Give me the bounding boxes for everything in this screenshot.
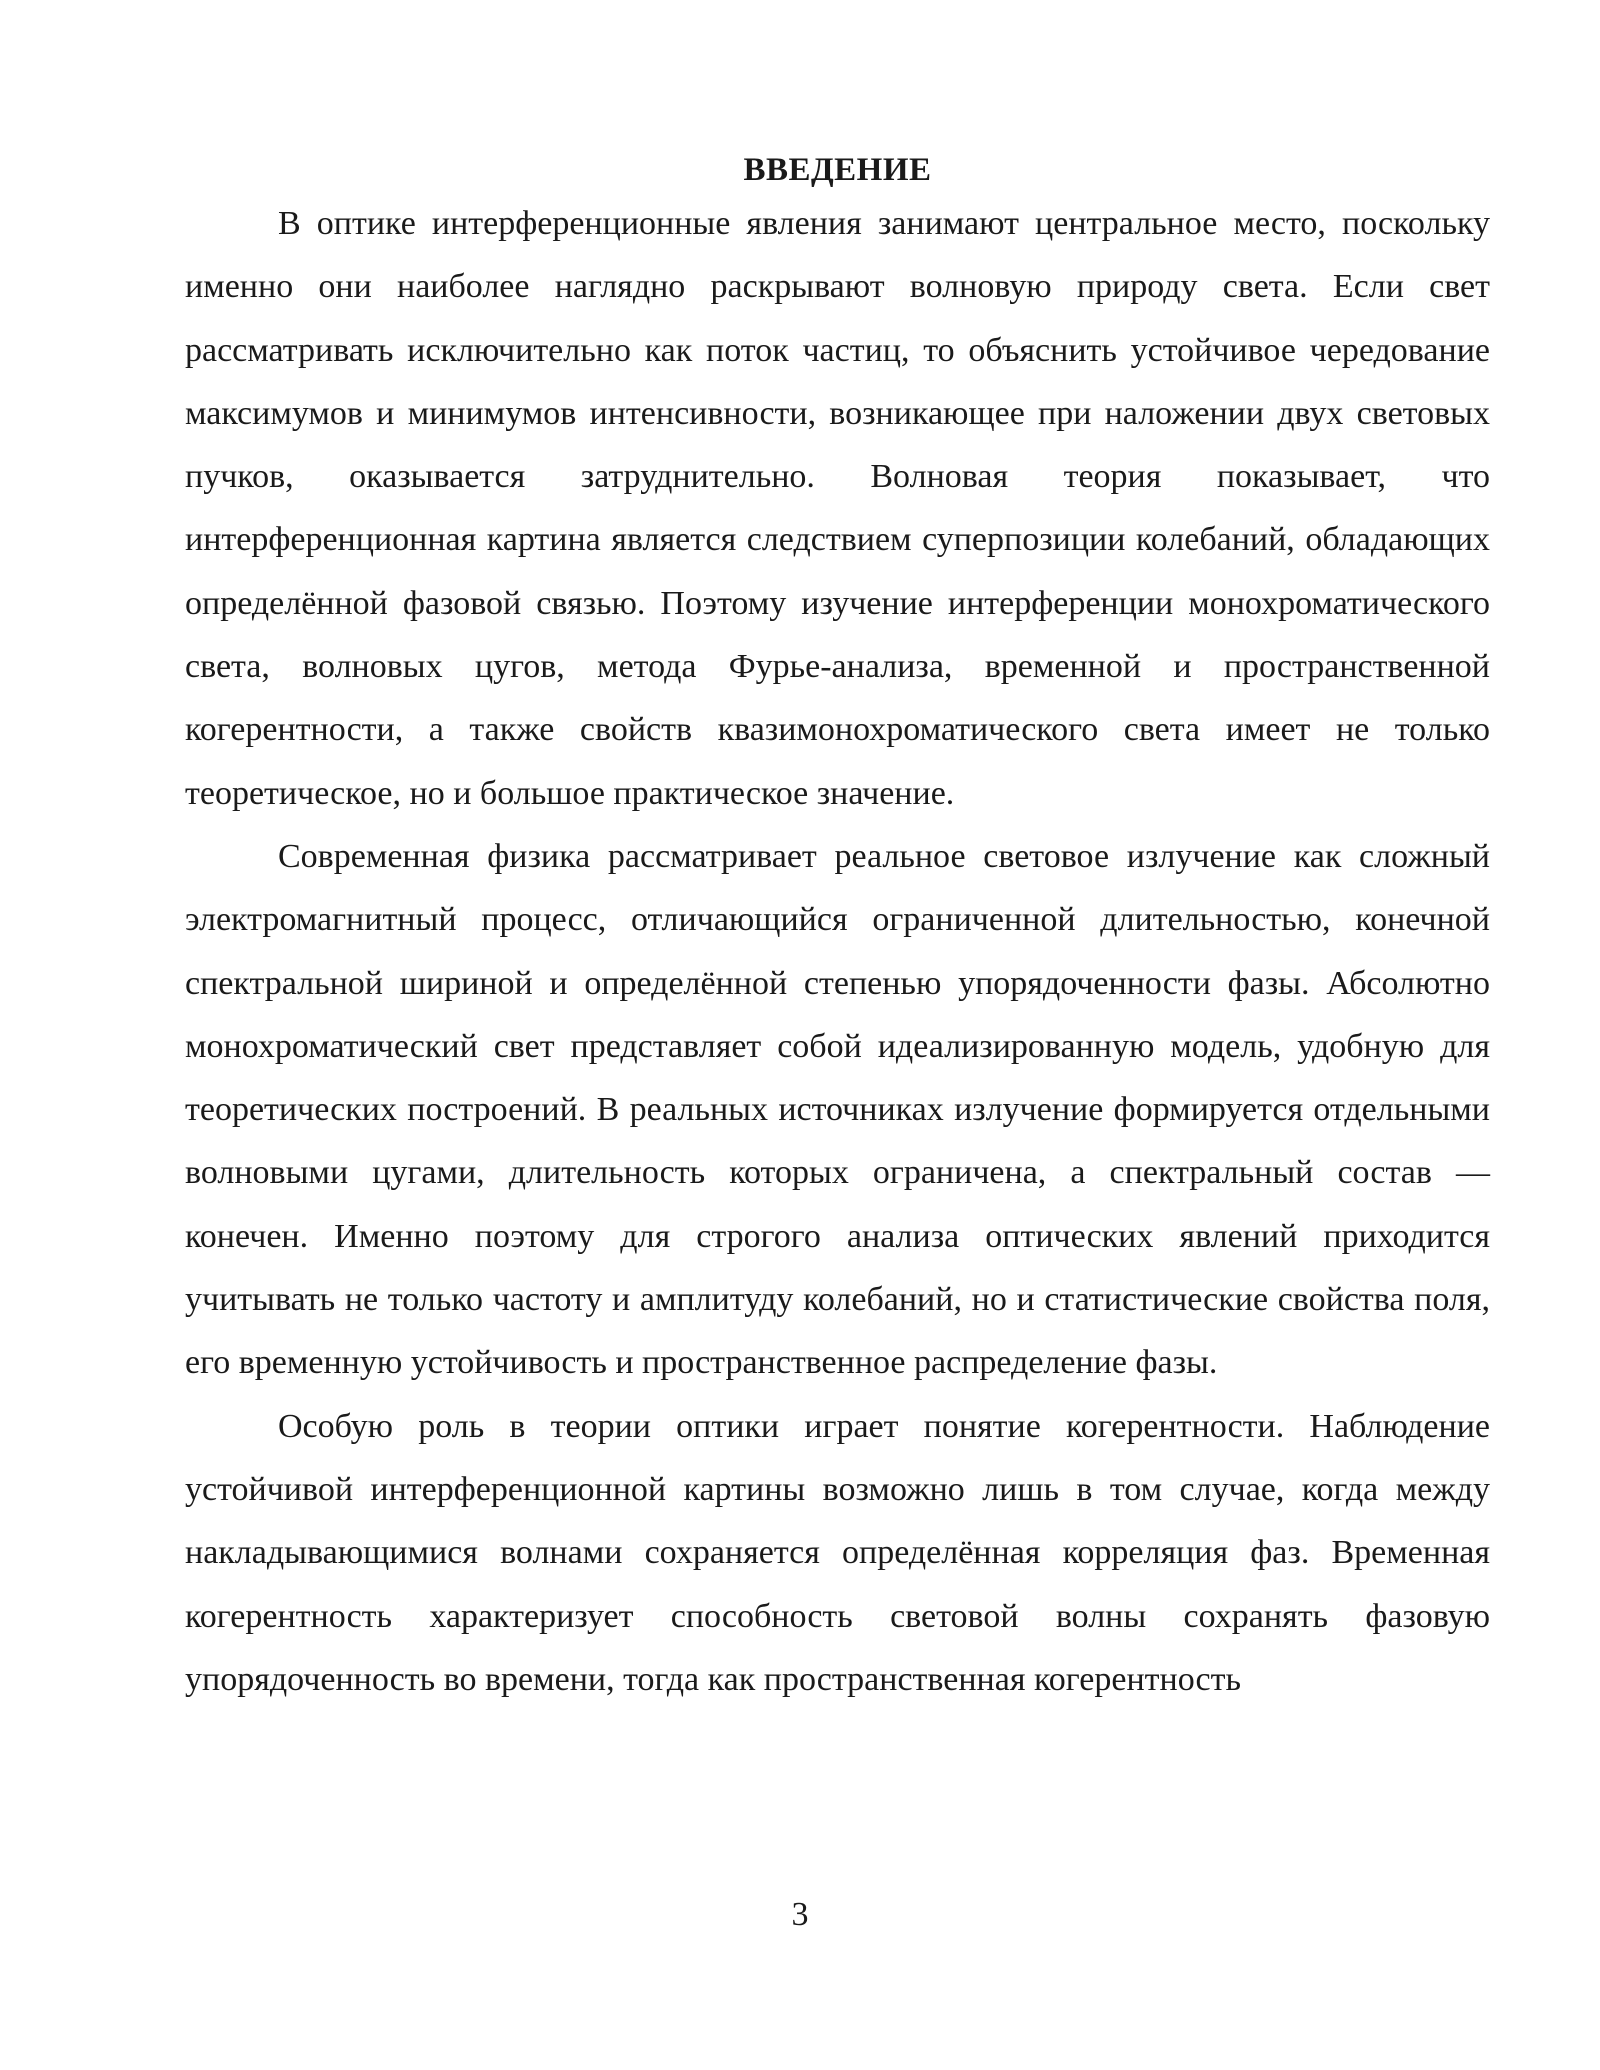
section-title: ВВЕДЕНИЕ — [743, 152, 932, 188]
paragraph-1: В оптике интерференционные явления занимают центральное место, поскольку именно они наиболее наглядно раскрывают волновую природу света. Если свет рассматривать исключительно как поток частиц, то объяснить устойчивое чередование максимумов и минимумов интенсивности, возникающее при наложении двух световых пучков, оказывается затруднительно. Волновая теория показывает, что интерференционная картина является следствием суперпозиции колебаний, обладающих определённой фазовой связью. Поэтому изучение интерференции монохроматического света, волновых цугов, метода Фурье-анализа, временной и пространственной когерентности, а также свойств квазимонохроматического света имеет не только теоретическое, но и большое практическое значение. — [185, 205, 1490, 812]
paragraph-2: Современная физика рассматривает реальное световое излучение как сложный электромагнитный процесс, отличающийся ограниченной длительностью, конечной спектральной шириной и определённой степенью упорядоченности фазы. Абсолютно монохроматический свет представляет собой идеализированную модель, удобную для теоретических построений. В реальных источниках излучение формируется отдельными волновыми цугами, длительность которых ограничена, а спектральный состав — конечен. Именно поэтому для строгого анализа оптических явлений приходится учитывать не только частоту и амплитуду колебаний, но и статистические свойства поля, его временную устойчивость и пространственное распределение фазы. — [185, 837, 1490, 1382]
page-content — [185, 150, 1490, 1711]
paragraph-3: Особую роль в теории оптики играет понятие когерентности. Наблюдение устойчивой интерференционной картины возможно лишь в том случае, когда между накладывающимися волнами сохраняется определённая корреляция фаз. Временная когерентность характеризует способность световой волны сохранять фазовую упорядоченность во времени, тогда как пространственная когерентность — [185, 1407, 1490, 1698]
page-number: 3 — [791, 1896, 809, 1933]
